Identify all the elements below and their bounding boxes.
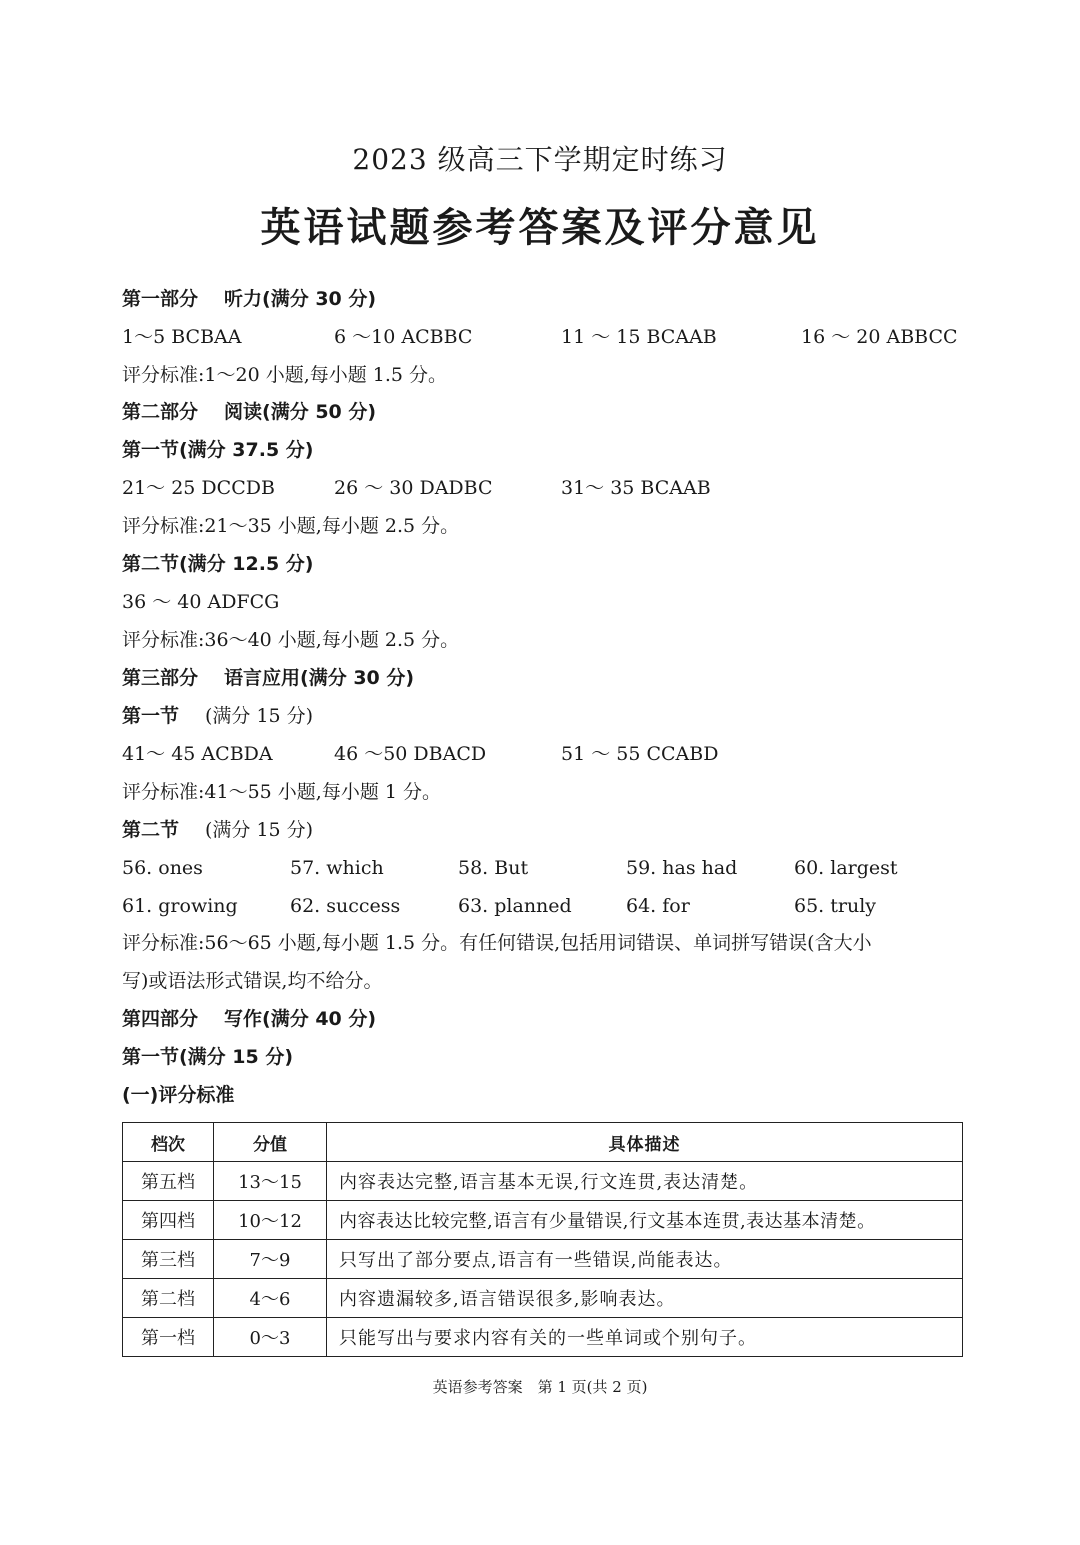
part2-sec1-answer-3: 31～ 35 BCAAB bbox=[561, 477, 711, 499]
part3-sec1-score: (满分 15 分) bbox=[205, 705, 314, 727]
rubric-score: 4～6 bbox=[214, 1279, 327, 1318]
part2-sec1-heading: 第一节(满分 37.5 分) bbox=[122, 439, 314, 461]
cloze-answer-65: 65. truly bbox=[794, 895, 877, 917]
rubric-desc: 只能写出与要求内容有关的一些单词或个别句子。 bbox=[327, 1318, 963, 1357]
part2-heading: 第二部分 bbox=[122, 401, 199, 423]
part4-name: 写作(满分 40 分) bbox=[224, 1008, 377, 1030]
cloze-answer-56: 56. ones bbox=[122, 857, 203, 879]
rubric-desc: 内容表达完整,语言基本无误,行文连贯,表达清楚。 bbox=[327, 1162, 963, 1201]
rubric-desc: 内容表达比较完整,语言有少量错误,行文基本连贯,表达基本清楚。 bbox=[327, 1201, 963, 1240]
part3-sec2-heading: 第二节 bbox=[122, 819, 180, 841]
page-title: 英语试题参考答案及评分意见 bbox=[260, 205, 820, 251]
part1-heading-line bbox=[122, 286, 376, 312]
part3-sec1-criteria: 评分标准:41～55 小题,每小题 1 分。 bbox=[122, 781, 442, 803]
part3-sec1-answer-1: 41～ 45 ACBDA bbox=[122, 743, 273, 765]
rubric-score: 10～12 bbox=[214, 1201, 327, 1240]
rubric-table bbox=[122, 1122, 963, 1357]
rubric-desc: 内容遗漏较多,语言错误很多,影响表达。 bbox=[327, 1279, 963, 1318]
rubric-title: (一)评分标准 bbox=[122, 1084, 235, 1106]
part3-sec2-criteria-line1: 评分标准:56～65 小题,每小题 1.5 分。有任何错误,包括用词错误、单词拼写错误(含大小 bbox=[122, 932, 872, 954]
rubric-score: 0～3 bbox=[214, 1318, 327, 1357]
rubric-header-row bbox=[123, 1123, 963, 1162]
part1-answer-3: 11 ～ 15 BCAAB bbox=[561, 326, 717, 348]
part1-criteria: 评分标准:1～20 小题,每小题 1.5 分。 bbox=[122, 364, 448, 386]
part4-heading: 第四部分 bbox=[122, 1008, 199, 1030]
part2-heading-line bbox=[122, 399, 376, 425]
rubric-level: 第三档 bbox=[123, 1240, 214, 1279]
cloze-answer-59: 59. has had bbox=[626, 857, 738, 879]
cloze-answer-63: 63. planned bbox=[458, 895, 572, 917]
cloze-answer-57: 57. which bbox=[290, 857, 384, 879]
rubric-header-desc: 具体描述 bbox=[327, 1123, 963, 1162]
part2-sec2-answer-1: 36 ～ 40 ADFCG bbox=[122, 591, 280, 613]
cloze-answer-61: 61. growing bbox=[122, 895, 238, 917]
part4-heading-line bbox=[122, 1006, 376, 1032]
part3-heading-line bbox=[122, 665, 414, 691]
rubric-level: 第四档 bbox=[123, 1201, 214, 1240]
part1-heading: 第一部分 bbox=[122, 288, 199, 310]
part2-sec1-answer-1: 21～ 25 DCCDB bbox=[122, 477, 275, 499]
rubric-level: 第一档 bbox=[123, 1318, 214, 1357]
part1-answer-1: 1～5 BCBAA bbox=[122, 326, 242, 348]
part3-sec1-answer-2: 46 ～50 DBACD bbox=[334, 743, 487, 765]
table-row bbox=[123, 1318, 963, 1357]
part4-sec1-heading: 第一节(满分 15 分) bbox=[122, 1046, 294, 1068]
part2-name: 阅读(满分 50 分) bbox=[224, 401, 377, 423]
part2-sec1-answer-2: 26 ～ 30 DADBC bbox=[334, 477, 493, 499]
rubric-desc: 只写出了部分要点,语言有一些错误,尚能表达。 bbox=[327, 1240, 963, 1279]
rubric-header-score: 分值 bbox=[214, 1123, 327, 1162]
part2-sec2-criteria: 评分标准:36～40 小题,每小题 2.5 分。 bbox=[122, 629, 460, 651]
part1-name: 听力(满分 30 分) bbox=[224, 288, 377, 310]
rubric-level: 第五档 bbox=[123, 1162, 214, 1201]
part3-sec1-answer-3: 51 ～ 55 CCABD bbox=[561, 743, 719, 765]
table-row bbox=[123, 1279, 963, 1318]
part1-answer-2: 6 ～10 ACBBC bbox=[334, 326, 473, 348]
part3-sec2-heading-line bbox=[122, 817, 313, 843]
part3-sec2-criteria-line2: 写)或语法形式错误,均不给分。 bbox=[122, 970, 383, 992]
part2-sec1-criteria: 评分标准:21～35 小题,每小题 2.5 分。 bbox=[122, 515, 460, 537]
page-footer: 英语参考答案 第 1 页(共 2 页) bbox=[432, 1378, 648, 1396]
part3-sec1-heading-line bbox=[122, 703, 313, 729]
cloze-answer-60: 60. largest bbox=[794, 857, 898, 879]
table-row bbox=[123, 1162, 963, 1201]
exam-subtitle: 2023 级高三下学期定时练习 bbox=[352, 143, 728, 176]
part3-name: 语言应用(满分 30 分) bbox=[224, 667, 415, 689]
part1-answer-4: 16 ～ 20 ABBCC bbox=[801, 326, 958, 348]
part3-sec2-score: (满分 15 分) bbox=[205, 819, 314, 841]
rubric-score: 13～15 bbox=[214, 1162, 327, 1201]
table-row bbox=[123, 1201, 963, 1240]
table-row bbox=[123, 1240, 963, 1279]
rubric-score: 7～9 bbox=[214, 1240, 327, 1279]
cloze-answer-62: 62. success bbox=[290, 895, 401, 917]
cloze-answer-58: 58. But bbox=[458, 857, 529, 879]
part3-sec1-heading: 第一节 bbox=[122, 705, 180, 727]
rubric-level: 第二档 bbox=[123, 1279, 214, 1318]
rubric-header-level: 档次 bbox=[123, 1123, 214, 1162]
part2-sec2-heading: 第二节(满分 12.5 分) bbox=[122, 553, 314, 575]
part3-heading: 第三部分 bbox=[122, 667, 199, 689]
cloze-answer-64: 64. for bbox=[626, 895, 690, 917]
